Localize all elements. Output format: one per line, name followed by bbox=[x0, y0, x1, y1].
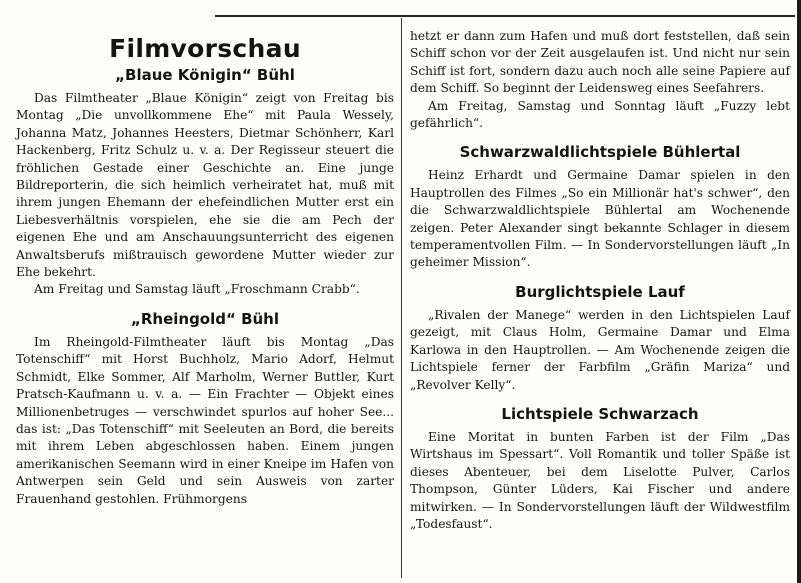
heading-blaue-koenigin: „Blaue Königin“ Bühl bbox=[115, 66, 295, 84]
heading-lauf: Burglichtspiele Lauf bbox=[515, 282, 685, 301]
paragraph-rheingold-2: Am Freitag, Samstag und Sonntag läuft „Fuzzy lebt gefährlich“. bbox=[410, 98, 790, 131]
paragraph-buehlertal-1: Heinz Erhardt und Germaine Damar spielen in den Hauptrollen des Filmes „So ein Millionär hat's schwer“, den die Schwarzwaldlichtspiele Bühlertal am Wochenende zeigen. Peter Alexander singt bekannte Schlager in diesem temperamentvollen Film. — In Sondervorstellungen läuft „In geheimer Mission“. bbox=[410, 168, 790, 270]
page-title: Filmvorschau bbox=[109, 34, 301, 63]
paragraph-rheingold-continued: hetzt er dann zum Hafen und muß dort feststellen, daß sein Schiff schon vor der Zeit ausgelaufen ist. Und nicht nur sein Schiff ist fort, sondern dazu auch noch alle seine Papiere auf dem Schiff. So beginnt der Leidensweg eines Seefahrers. bbox=[410, 29, 790, 96]
scan-edge bbox=[797, 0, 801, 583]
spacer bbox=[410, 272, 790, 280]
spacer bbox=[16, 299, 394, 307]
spacer bbox=[410, 132, 790, 140]
paragraph-schwarzach-1: Eine Moritat in bunten Farben ist der Film „Das Wirtshaus im Spessart“. Voll Romantik und toller Späße ist dieses Abenteuer, bei dem Liselotte Pulver, Carlos Thompson, Günter Lüders, Kai Fischer und andere mitwirken. — In Sondervorstellungen läuft der Wildwestfilm „Todesfaust“. bbox=[410, 429, 790, 531]
paragraph-rheingold-1: Im Rheingold-Filmtheater läuft bis Montag „Das Totenschiff“ mit Horst Buchholz, Mario Adorf, Helmut Schmidt, Elke Sommer, Alf Marholm, Werner Buttler, Kurt Pratsch-Kaufmann u. v. a. — Ein Frachter — Objekt eines Millionenbetruges — verschwindet spurlos auf hoher See... das ist: „Das Totenschiff“ mit Seeleuten an Bord, die bereits mit ihrem Leben abgeschlossen haben. Einem jungen amerikanischen Seemann wird in einer Kneipe im Hafen von Antwerpen sein Geld und sein Ausweis von zarter Frauenhand gestohlen. Frühmorgens bbox=[16, 334, 394, 506]
paragraph-blaue-2: Am Freitag und Samstag läuft „Froschmann Crabb“. bbox=[34, 282, 360, 297]
heading-buehlertal: Schwarzwaldlichtspiele Bühlertal bbox=[459, 143, 741, 162]
paragraph-blaue-1: Das Filmtheater „Blaue Königin“ zeigt von Freitag bis Montag „Die unvollkommene Ehe“ mit Paula Wessely, Johanna Matz, Johannes Heesters, Dietmar Schönherr, Karl Hackenberg, Fritz Schulz u. v. a. Der Regisseur steuert die fröhlichen Gestade einer Geschichte an. Eine junge Bildreporterin, die sich heimlich verheiratet hat, muß mit ihrem jungen Ehemann der ehefeindlichen Mutter erst ein Liebesverhältnis vorspielen, ehe sie die am Pech der eigenen Ehe und am Anschauungsunterricht des eigenen Anwaltsberufs mißtrauisch gewordene Mutter wieder zur Ehe bekehrt. bbox=[16, 91, 394, 280]
top-rule bbox=[215, 15, 795, 17]
right-column bbox=[410, 28, 790, 533]
heading-schwarzach: Lichtspiele Schwarzach bbox=[501, 404, 699, 423]
spacer bbox=[410, 394, 790, 402]
heading-rheingold: „Rheingold“ Bühl bbox=[130, 309, 279, 328]
column-divider bbox=[401, 18, 402, 578]
paragraph-lauf-1: „Rivalen der Manege“ werden in den Lichtspielen Lauf gezeigt, mit Claus Holm, Germaine Damar und Elma Karlowa in den Hauptrollen. — Am Wochenende zeigen die Lichtspiele ferner der Farbfilm „Gräfin Mariza“ und „Revolver Kelly“. bbox=[410, 307, 790, 392]
left-column bbox=[16, 28, 394, 508]
